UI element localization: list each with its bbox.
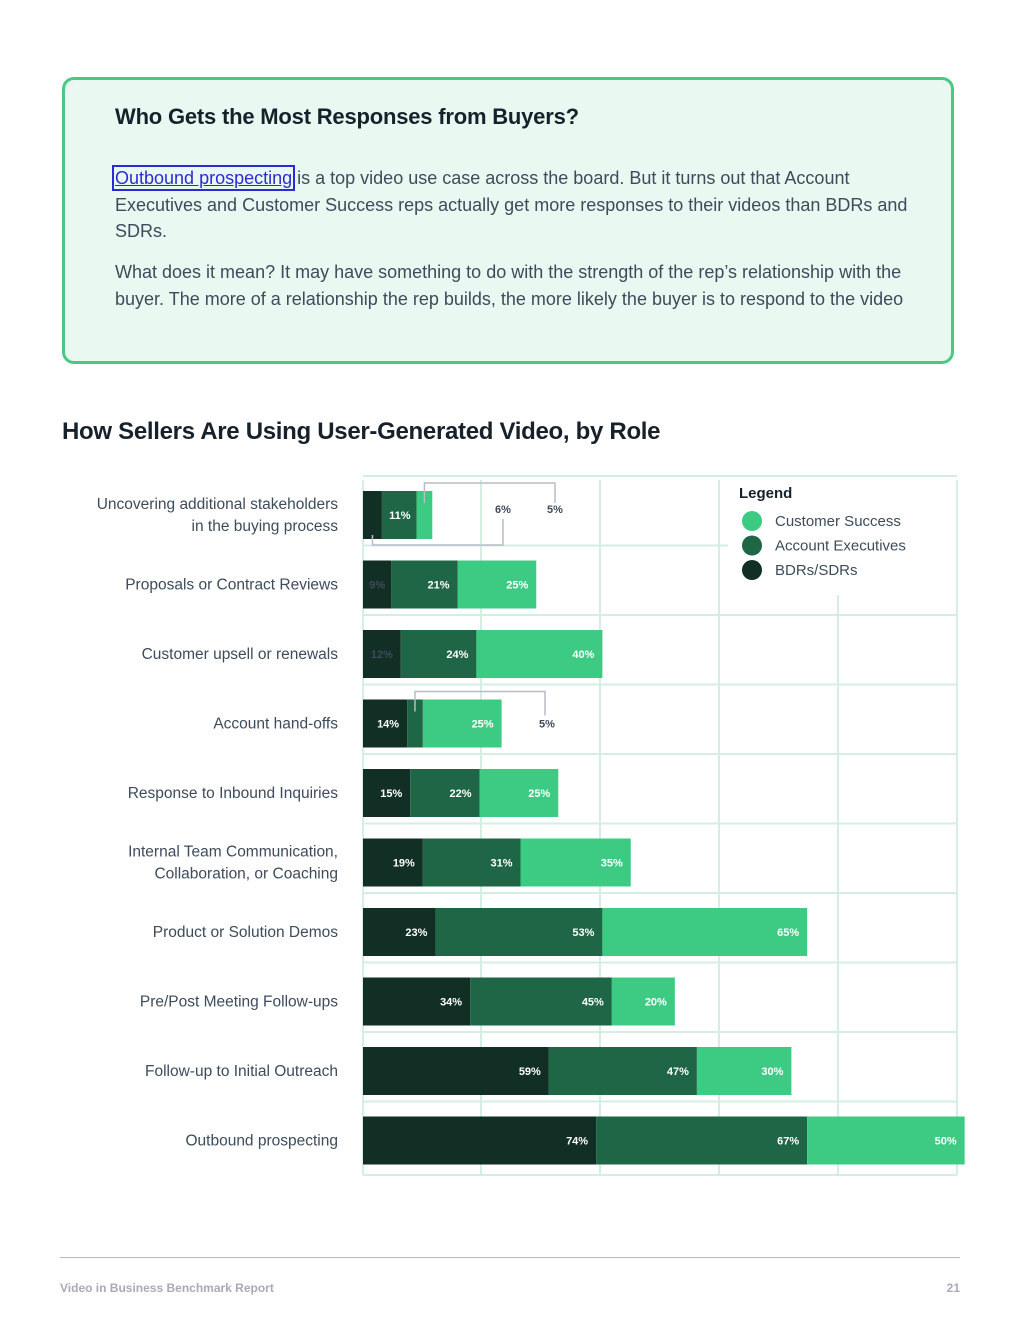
- bar-label-1-2: 25%: [506, 579, 529, 592]
- callout-paragraph-1: [115, 165, 915, 245]
- category-label-9: Outbound prospecting: [185, 1132, 338, 1150]
- bar-label-4-2: 25%: [528, 788, 551, 800]
- category-label-0-0: Uncovering additional stakeholders: [96, 496, 338, 513]
- legend-label-0: Customer Success: [775, 513, 901, 530]
- category-label-2: Customer upsell or renewals: [141, 646, 338, 663]
- category-label-6: Product or Solution Demos: [152, 924, 338, 941]
- chart-title: How Sellers Are Using User-Generated Video, by Role: [62, 418, 661, 445]
- legend-swatch-2: [742, 560, 762, 580]
- footer-report-name: Video in Business Benchmark Report: [60, 1281, 274, 1295]
- bar-label-8-0: 59%: [518, 1066, 541, 1078]
- bar-label-3-1: 5%: [539, 718, 555, 731]
- bar-label-3-0: 14%: [377, 718, 400, 731]
- bar-label-3-2: 25%: [471, 718, 494, 731]
- bar-label-5-2: 35%: [600, 857, 623, 870]
- bar-0-0: [363, 491, 382, 539]
- bar-label-6-1: 53%: [572, 927, 595, 939]
- bar-label-4-0: 15%: [380, 788, 403, 800]
- bar-label-2-1: 24%: [446, 649, 469, 661]
- category-label-1: Proposals or Contract Reviews: [125, 576, 338, 594]
- bar-label-0-2: 5%: [547, 504, 563, 516]
- bar-label-9-1: 67%: [777, 1135, 800, 1148]
- category-label-5-1: Collaboration, or Coaching: [154, 865, 338, 883]
- callout-paragraph-1-text: is a top video use case across the board. But it turns out that Account Executives and Customer Success reps actually get more responses to their videos than BDRs and SDRs.: [115, 168, 908, 241]
- bar-label-4-1: 22%: [449, 788, 472, 800]
- category-label-5-0: Internal Team Communication,: [128, 843, 338, 861]
- outbound-prospecting-link[interactable]: Outbound prospecting: [115, 168, 293, 188]
- bar-label-8-1: 47%: [666, 1066, 689, 1078]
- category-label-8: Follow-up to Initial Outreach: [145, 1063, 338, 1080]
- bar-label-0-0: 6%: [495, 504, 511, 516]
- callout-paragraph-2: What does it mean? It may have something to do with the strength of the rep’s relationship with the buyer. The more of a relationship the rep builds, the more likely the buyer is to respond to the video: [115, 262, 904, 309]
- bar-label-7-0: 34%: [440, 996, 463, 1009]
- bar-label-9-0: 74%: [566, 1135, 589, 1148]
- bar-9-1: [596, 1117, 807, 1165]
- bar-label-2-0: 12%: [370, 649, 393, 661]
- bar-label-7-2: 20%: [644, 996, 667, 1009]
- legend-title: Legend: [739, 485, 793, 502]
- bar-label-5-0: 19%: [392, 857, 415, 870]
- legend-label-2: BDRs/SDRs: [775, 562, 858, 579]
- legend-swatch-0: [742, 511, 762, 531]
- callout-bracket-cs: [424, 483, 555, 503]
- legend-swatch-1: [742, 536, 762, 556]
- bar-label-9-2: 50%: [934, 1135, 957, 1148]
- bar-label-2-2: 40%: [572, 649, 595, 661]
- category-label-3: Account hand-offs: [213, 715, 338, 733]
- bar-label-6-2: 65%: [777, 927, 800, 939]
- category-label-7: Pre/Post Meeting Follow-ups: [139, 993, 338, 1011]
- bar-label-6-0: 23%: [405, 927, 428, 939]
- bar-label-1-0: 9%: [369, 579, 386, 592]
- page-number: 21: [946, 1281, 960, 1295]
- callout-box: [62, 77, 954, 364]
- bar-label-7-1: 45%: [581, 996, 604, 1009]
- callout-title: Who Gets the Most Responses from Buyers?: [115, 104, 579, 129]
- category-label-4: Response to Inbound Inquiries: [127, 785, 338, 802]
- category-label-0-1: in the buying process: [191, 518, 338, 535]
- bar-label-5-1: 31%: [490, 857, 513, 870]
- bar-label-8-2: 30%: [761, 1066, 784, 1078]
- bar-label-1-1: 21%: [427, 579, 450, 592]
- bar-label-0-1: 11%: [389, 510, 411, 522]
- legend-label-1: Account Executives: [775, 537, 906, 555]
- stacked-bar-chart: [0, 470, 1020, 1190]
- footer-divider: [60, 1257, 960, 1258]
- bar-9-0: [363, 1117, 596, 1165]
